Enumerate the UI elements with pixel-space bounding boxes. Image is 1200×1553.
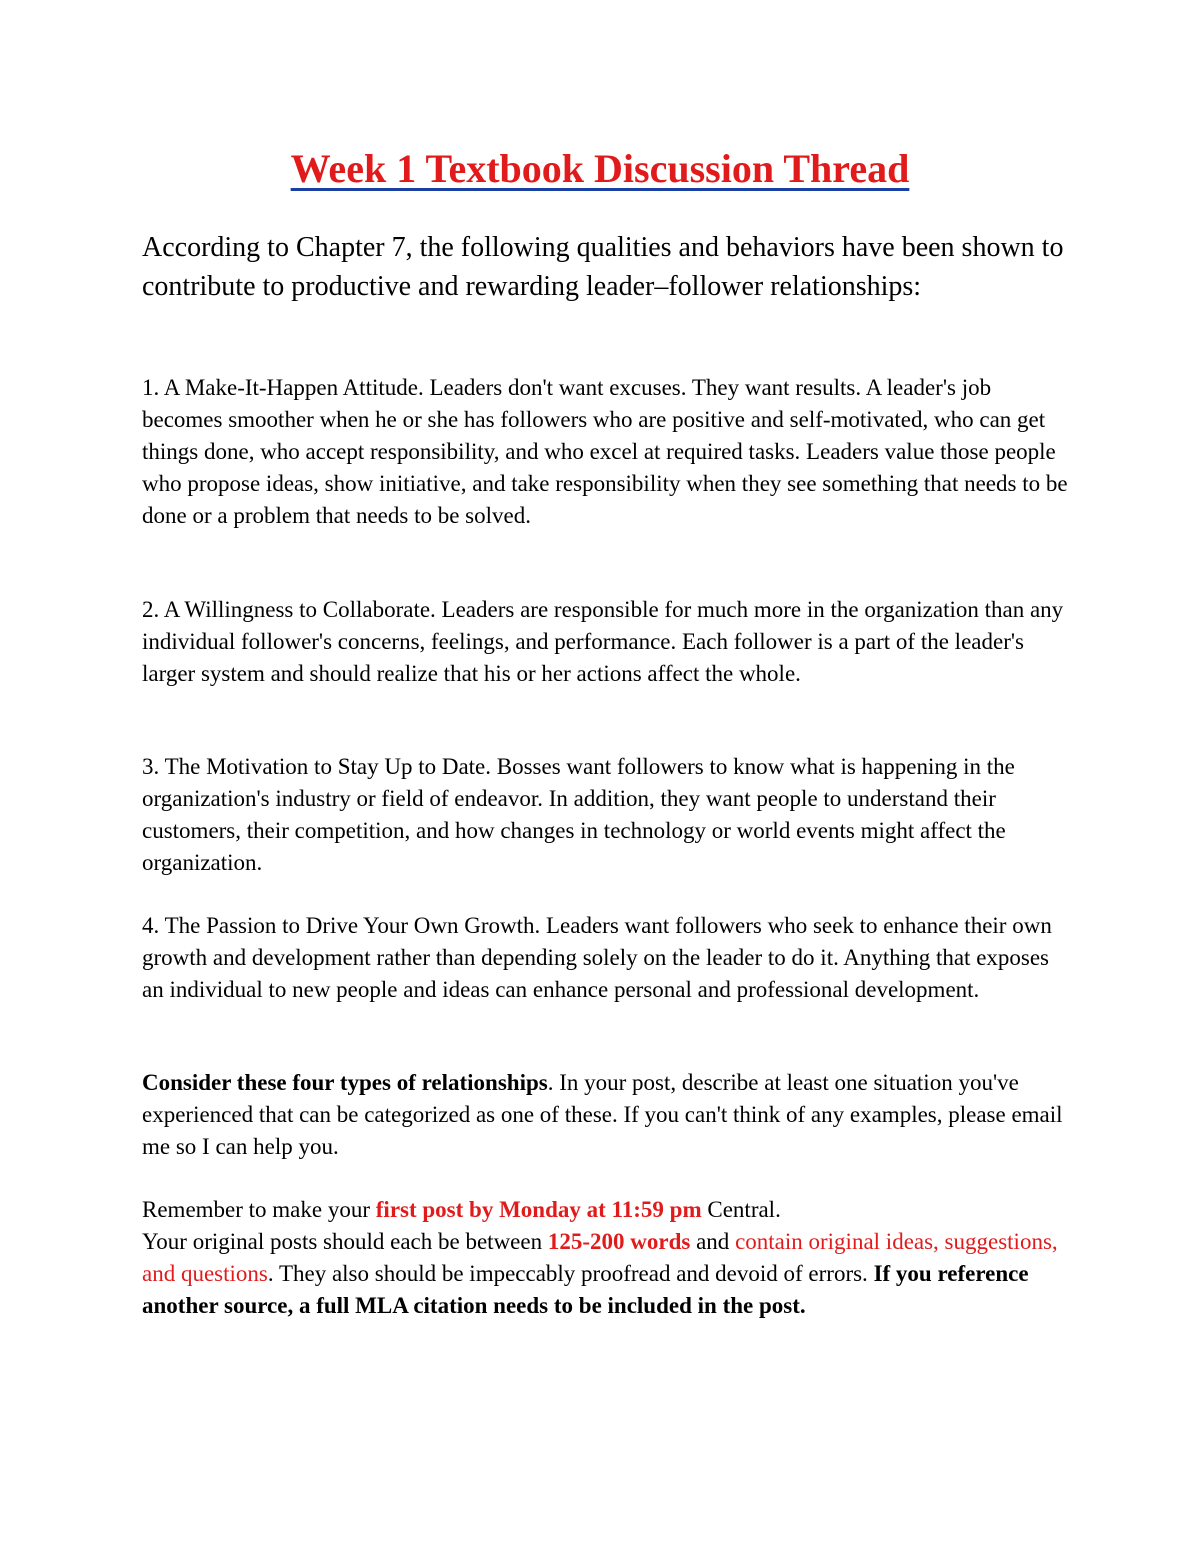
deadline-text: first post by Monday at 11:59 pm <box>375 1197 702 1222</box>
citation-requirement-text: If you reference another source, a full MLA citation needs to be included in the post. <box>142 1261 1029 1318</box>
original-part1: Your original posts should each be between <box>142 1229 548 1254</box>
item-make-it-happen: 1. A Make-It-Happen Attitude. Leaders don't want excuses. They want results. A leader's job becomes smoother when he or she has followers who are positive and self-motivated, who can get things done, who accept responsibility, and who excel at required tasks. Leaders value those people who propose ideas, show initiative, and take responsibility when they see something that needs to be done or a problem that needs to be solved. <box>142 375 1068 528</box>
remember-part1: Remember to make your <box>142 1197 376 1222</box>
intro-paragraph: According to Chapter 7, the following qualities and behaviors have been shown to contribute to productive and rewarding leader–follower relationships: <box>142 232 1064 302</box>
consider-paragraph <box>142 1067 1072 1163</box>
page-title-text: Week 1 Textbook Discussion Thread <box>290 146 910 191</box>
consider-lead: Consider these four types of relationships <box>142 1070 548 1095</box>
remember-part2: Central. <box>701 1197 781 1222</box>
item-drive-growth: 4. The Passion to Drive Your Own Growth. Leaders want followers who seek to enhance their own growth and development rather than depending solely on the leader to do it. Anything that exposes an individual to new people and ideas can enhance personal and professional development. <box>142 913 1052 1002</box>
original-part3: . They also should be impeccably proofread and devoid of errors. <box>267 1261 874 1286</box>
original-part2: and <box>690 1229 736 1254</box>
instructions-paragraph <box>142 1194 1072 1322</box>
content-requirement-text: contain original ideas, suggestions, and questions <box>142 1229 1058 1286</box>
consider-rest: . In your post, describe at least one situation you've experienced that can be categorized as one of these. If you can't think of any examples, please email me so I can help you. <box>142 1070 1063 1159</box>
page-title <box>0 143 1200 195</box>
item-stay-up-to-date: 3. The Motivation to Stay Up to Date. Bosses want followers to know what is happening in the organization's industry or field of endeavor. In addition, they want people to understand their customers, their competition, and how changes in technology or world events might affect the organization. <box>142 754 1015 875</box>
item-collaborate: 2. A Willingness to Collaborate. Leaders are responsible for much more in the organization than any individual follower's concerns, feelings, and performance. Each follower is a part of the leader's larger system and should realize that his or her actions affect the whole. <box>142 597 1064 686</box>
word-range-text: 125-200 words <box>547 1229 691 1254</box>
